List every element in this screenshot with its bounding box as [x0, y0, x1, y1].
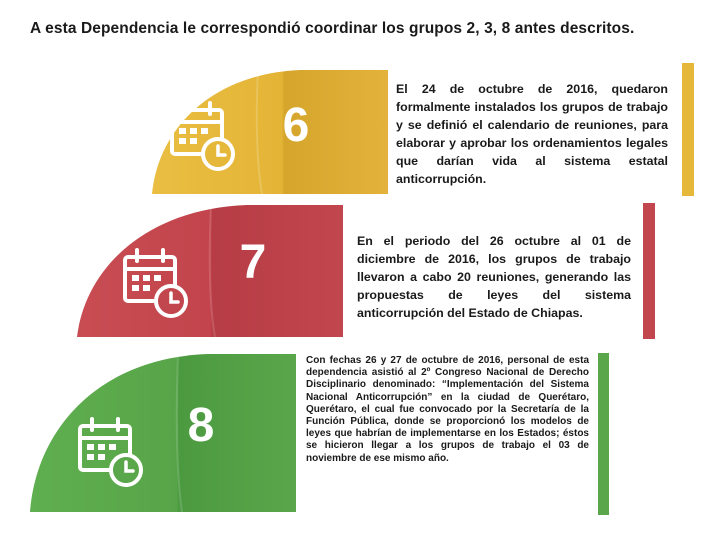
accent-bar	[682, 63, 694, 196]
item-description: En el periodo del 26 octubre al 01 de diciembre de 2016, los grupos de trabajo llevaron a cabo 20 reuniones, generando las propuestas de leyes del sistema anticorrupción del Estado de Chiapas.	[357, 234, 631, 320]
item-card-7	[75, 203, 665, 343]
item-number: 8	[187, 399, 215, 452]
item-number: 6	[282, 99, 310, 152]
leaf-shape	[75, 203, 345, 343]
item-number: 7	[239, 236, 267, 289]
calendar-clock-icon	[121, 247, 189, 324]
accent-bar	[643, 203, 655, 339]
accent-bar	[598, 353, 609, 515]
item-description: Con fechas 26 y 27 de octubre de 2016, personal de esta dependencia asistió al 2º Congreso Nacional de Derecho Disciplinario denominado: “Implementación del Sistema Nacional Anticorrupción” en la ciudad de Querétaro, Querétaro, el cual fue convocado por la Secretaría de la Función Pública, donde se proporcionó los modelos de leyes que habrían de implementarse en los Estados; éstos se hicieron llegar a los grupos de trabajo el 03 de noviembre de ese mismo año.	[306, 355, 589, 464]
leaf-shape	[28, 350, 298, 520]
item-card-6	[150, 60, 705, 200]
calendar-clock-icon	[76, 416, 144, 493]
item-description: El 24 de octubre de 2016, quedaron formalmente instalados los grupos de trabajo y se definió el calendario de reuniones, para elaborar y aprobar los ordenamientos legales que darían vida al sistema estatal anticorrupción.	[396, 82, 668, 186]
item-card-8	[28, 350, 618, 520]
page-title: A esta Dependencia le correspondió coordinar los grupos 2, 3, 8 antes descritos.	[30, 20, 635, 37]
calendar-clock-icon	[168, 100, 236, 177]
